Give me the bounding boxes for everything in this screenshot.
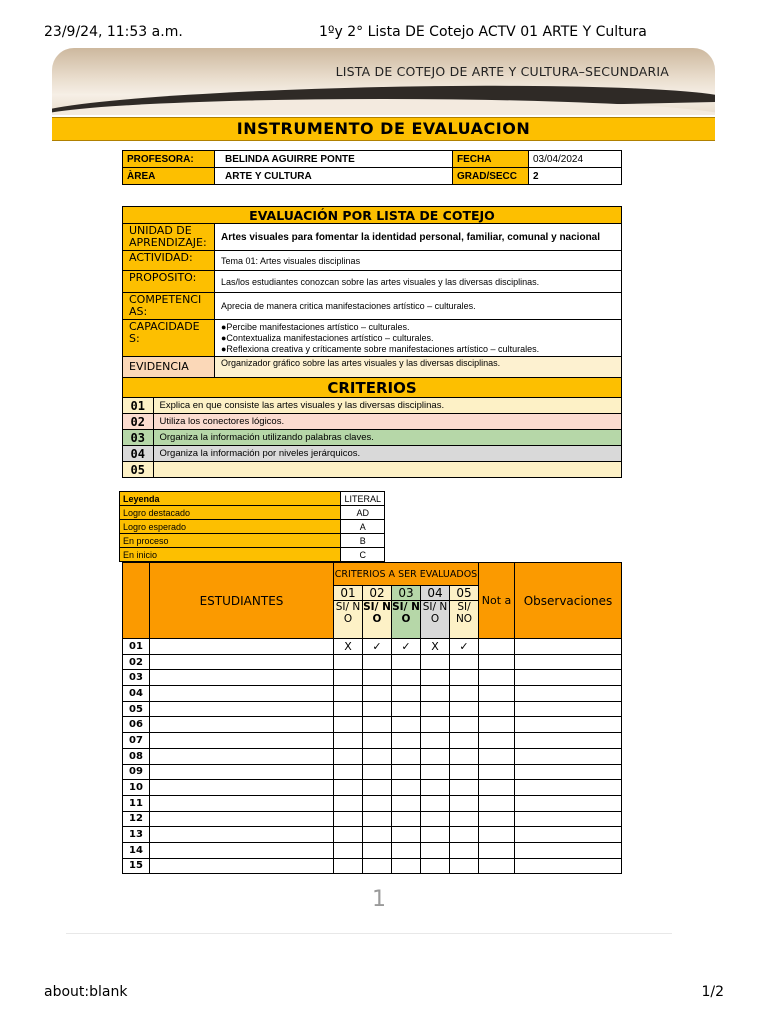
fecha-value: 03/04/2024 [529, 151, 622, 168]
proposito-value: Las/los estudiantes conozcan sobre las artes visuales y las diversas disciplinas. [215, 271, 622, 293]
nota-cell[interactable] [479, 858, 515, 874]
student-row [123, 842, 622, 858]
mark-cell[interactable] [392, 670, 421, 686]
nota-cell[interactable] [479, 654, 515, 670]
observaciones-cell[interactable] [515, 811, 622, 827]
legend-item-name: Logro destacado [120, 506, 341, 520]
student-name-cell[interactable] [150, 780, 334, 796]
capacidad-item: ●Percibe manifestaciones artístico – culturales. [221, 321, 410, 332]
student-name-cell[interactable] [150, 701, 334, 717]
mark-cell[interactable] [334, 686, 363, 702]
observaciones-cell[interactable] [515, 827, 622, 843]
mark-cell[interactable] [363, 701, 392, 717]
mark-cell[interactable] [334, 811, 363, 827]
actividad-label: ACTIVIDAD: [123, 251, 215, 271]
mark-cell[interactable] [421, 827, 450, 843]
observaciones-cell[interactable] [515, 748, 622, 764]
row-number: 08 [123, 748, 150, 764]
criterio-row [123, 462, 622, 478]
crit-yn-01: SI/ N O [334, 601, 363, 639]
mark-cell[interactable] [421, 670, 450, 686]
criterio-01 [123, 398, 621, 413]
crit-col-02: 02 [363, 586, 392, 601]
mark-cell[interactable] [421, 733, 450, 749]
nota-cell[interactable] [479, 670, 515, 686]
evaluation-heading: EVALUACIÓN POR LISTA DE COTEJO [123, 207, 622, 224]
observaciones-cell[interactable] [515, 842, 622, 858]
mark-cell[interactable] [334, 842, 363, 858]
mark-cell[interactable] [450, 858, 479, 874]
student-name-cell[interactable] [150, 811, 334, 827]
mark-cell[interactable] [450, 811, 479, 827]
mark-cell[interactable] [450, 733, 479, 749]
evidencia-value: Organizador gráfico sobre las artes visuales y las diversas disciplinas. [215, 357, 622, 378]
banner-title: LISTA DE COTEJO DE ARTE Y CULTURA–SECUNDARIA [335, 64, 669, 79]
fecha-label: FECHA [453, 151, 529, 168]
legend-heading: Leyenda [120, 492, 341, 506]
row-number: 05 [123, 701, 150, 717]
info-table [122, 150, 622, 185]
criterio-text: Organiza la información por niveles jerárquicos. [159, 448, 361, 459]
row-number: 02 [123, 654, 150, 670]
grado-label: GRAD/SECC [453, 168, 529, 185]
criterio-03 [123, 430, 621, 445]
row-number: 06 [123, 717, 150, 733]
mark-cell[interactable] [334, 780, 363, 796]
page-title: INSTRUMENTO DE EVALUACION [52, 117, 715, 141]
evidencia-label: EVIDENCIA [123, 357, 215, 378]
observaciones-header: Observaciones [515, 563, 622, 639]
mark-cell[interactable] [392, 827, 421, 843]
crit-yn-03: SI/ N O [392, 601, 421, 639]
mark-cell[interactable] [363, 764, 392, 780]
mark-cell[interactable]: ✓ [363, 639, 392, 655]
mark-cell[interactable] [450, 686, 479, 702]
nota-cell[interactable] [479, 748, 515, 764]
criterio-text: Utiliza los conectores lógicos. [159, 416, 285, 427]
mark-cell[interactable] [363, 811, 392, 827]
student-row [123, 858, 622, 874]
mark-cell[interactable] [392, 858, 421, 874]
nota-cell[interactable] [479, 780, 515, 796]
row-number: 14 [123, 842, 150, 858]
crit-col-01: 01 [334, 586, 363, 601]
mark-cell[interactable] [392, 717, 421, 733]
row-number: 10 [123, 780, 150, 796]
student-name-cell[interactable] [150, 764, 334, 780]
observaciones-cell[interactable] [515, 858, 622, 874]
criterio-number: 05 [123, 462, 153, 477]
criterio-number: 02 [123, 414, 153, 429]
student-name-cell[interactable] [150, 654, 334, 670]
print-page: 1/2 [701, 984, 724, 1000]
mark-cell[interactable] [450, 842, 479, 858]
mark-cell[interactable] [450, 748, 479, 764]
mark-cell[interactable] [363, 748, 392, 764]
mark-cell[interactable]: ✓ [392, 639, 421, 655]
mark-cell[interactable] [392, 686, 421, 702]
student-row [123, 639, 622, 655]
mark-cell[interactable] [421, 701, 450, 717]
student-name-cell[interactable] [150, 858, 334, 874]
student-row [123, 811, 622, 827]
mark-cell[interactable] [334, 733, 363, 749]
student-rows [123, 639, 622, 874]
observaciones-cell[interactable] [515, 639, 622, 655]
observaciones-cell[interactable] [515, 701, 622, 717]
mark-cell[interactable] [363, 827, 392, 843]
student-name-cell[interactable] [150, 639, 334, 655]
grado-value: 2 [529, 168, 622, 185]
criterio-text [153, 462, 621, 477]
mark-cell[interactable] [392, 842, 421, 858]
corner-cell [123, 563, 150, 639]
mark-cell[interactable] [450, 764, 479, 780]
student-row [123, 748, 622, 764]
student-row [123, 717, 622, 733]
area-label: ÀREA [123, 168, 215, 185]
mark-cell[interactable] [334, 654, 363, 670]
capacidades-label: CAPACIDADE S: [123, 320, 215, 357]
crit-col-05: 05 [450, 586, 479, 601]
mark-cell[interactable] [450, 670, 479, 686]
mark-cell[interactable] [450, 654, 479, 670]
criterio-text: Organiza la información utilizando palabras claves. [159, 432, 374, 443]
mark-cell[interactable] [450, 795, 479, 811]
page-divider [66, 933, 672, 934]
mark-cell[interactable] [334, 795, 363, 811]
mark-cell[interactable] [450, 701, 479, 717]
nota-header: Not a [479, 563, 515, 639]
row-number: 15 [123, 858, 150, 874]
mark-cell[interactable] [363, 842, 392, 858]
mark-cell[interactable] [363, 733, 392, 749]
print-datetime: 23/9/24, 11:53 a.m. [44, 24, 183, 40]
mark-cell[interactable] [421, 686, 450, 702]
mark-cell[interactable] [334, 701, 363, 717]
mark-cell[interactable] [421, 780, 450, 796]
mark-cell[interactable]: X [334, 639, 363, 655]
mark-cell[interactable] [392, 733, 421, 749]
student-row [123, 701, 622, 717]
criterios-header: CRITERIOS A SER EVALUADOS [334, 563, 479, 586]
student-row [123, 670, 622, 686]
print-url: about:blank [44, 984, 128, 1000]
mark-cell[interactable] [392, 748, 421, 764]
mark-cell[interactable] [421, 748, 450, 764]
crit-col-03: 03 [392, 586, 421, 601]
mark-cell[interactable] [334, 827, 363, 843]
crit-yn-05: SI/ NO [450, 601, 479, 639]
mark-cell[interactable]: ✓ [450, 639, 479, 655]
competencia-value: Aprecia de manera critica manifestaciones artístico – culturales. [215, 293, 622, 320]
legend-item-name: En proceso [120, 534, 341, 548]
proposito-label: PROPOSITO: [123, 271, 215, 293]
mark-cell[interactable] [421, 858, 450, 874]
criterio-number: 03 [123, 430, 153, 445]
crit-col-04: 04 [421, 586, 450, 601]
mark-cell[interactable] [334, 670, 363, 686]
mark-cell[interactable] [392, 780, 421, 796]
observaciones-cell[interactable] [515, 686, 622, 702]
competencia-label: COMPETENCI AS: [123, 293, 215, 320]
print-header [44, 24, 768, 44]
student-name-cell[interactable] [150, 733, 334, 749]
mark-cell[interactable] [421, 795, 450, 811]
mark-cell[interactable]: X [421, 639, 450, 655]
student-name-cell[interactable] [150, 748, 334, 764]
nota-cell[interactable] [479, 795, 515, 811]
mark-cell[interactable] [334, 717, 363, 733]
crit-yn-02: SI/ N O [363, 601, 392, 639]
legend-item-code: C [341, 548, 385, 562]
mark-cell[interactable] [363, 795, 392, 811]
mark-cell[interactable] [450, 780, 479, 796]
observaciones-cell[interactable] [515, 654, 622, 670]
actividad-value: Tema 01: Artes visuales disciplinas [215, 251, 622, 271]
mark-cell[interactable] [421, 764, 450, 780]
unidad-label: UNIDAD DE APRENDIZAJE: [123, 224, 215, 251]
criterio-04 [123, 446, 621, 461]
mark-cell[interactable] [334, 764, 363, 780]
legend-table [119, 491, 385, 562]
criterio-text: Explica en que consiste las artes visuales y las diversas disciplinas. [159, 400, 445, 411]
nota-cell[interactable] [479, 686, 515, 702]
legend-item-name: En inicio [120, 548, 341, 562]
criterio-02 [123, 414, 621, 429]
criterio-number: 01 [123, 398, 153, 413]
row-number: 11 [123, 795, 150, 811]
nota-cell[interactable] [479, 842, 515, 858]
row-number: 12 [123, 811, 150, 827]
mark-cell[interactable] [392, 764, 421, 780]
row-number: 09 [123, 764, 150, 780]
student-name-cell[interactable] [150, 842, 334, 858]
criterio-row [123, 414, 622, 430]
mark-cell[interactable] [334, 748, 363, 764]
legend-item-code: A [341, 520, 385, 534]
mark-cell[interactable] [421, 842, 450, 858]
mark-cell[interactable] [363, 654, 392, 670]
nota-cell[interactable] [479, 733, 515, 749]
observaciones-cell[interactable] [515, 670, 622, 686]
mark-cell[interactable] [334, 858, 363, 874]
student-name-cell[interactable] [150, 686, 334, 702]
criterio-row [123, 430, 622, 446]
capacidades-list [215, 320, 622, 357]
observaciones-cell[interactable] [515, 764, 622, 780]
criterio-05 [123, 462, 621, 477]
nota-cell[interactable] [479, 701, 515, 717]
criterio-number: 04 [123, 446, 153, 461]
page-number: 1 [372, 887, 386, 912]
student-name-cell[interactable] [150, 827, 334, 843]
student-row [123, 780, 622, 796]
mark-cell[interactable] [363, 686, 392, 702]
student-row [123, 654, 622, 670]
nota-cell[interactable] [479, 811, 515, 827]
evaluation-table [122, 206, 622, 478]
criterio-row [123, 398, 622, 414]
mark-cell[interactable] [392, 795, 421, 811]
student-name-cell[interactable] [150, 670, 334, 686]
row-number: 07 [123, 733, 150, 749]
profesora-value: BELINDA AGUIRRE PONTE [215, 151, 453, 168]
mark-cell[interactable] [392, 811, 421, 827]
mark-cell[interactable] [363, 717, 392, 733]
capacidad-item: ●Reflexiona creativa y críticamente sobre manifestaciones artístico – culturales. [221, 343, 540, 354]
area-value: ARTE Y CULTURA [215, 168, 453, 185]
observaciones-cell[interactable] [515, 795, 622, 811]
capacidad-item: ●Contextualiza manifestaciones artístico – culturales. [221, 332, 434, 343]
observaciones-cell[interactable] [515, 733, 622, 749]
row-number: 03 [123, 670, 150, 686]
observaciones-cell[interactable] [515, 780, 622, 796]
mark-cell[interactable] [450, 717, 479, 733]
row-number: 01 [123, 639, 150, 655]
student-row [123, 733, 622, 749]
student-row [123, 795, 622, 811]
unidad-value: Artes visuales para fomentar la identidad personal, familiar, comunal y nacional [215, 224, 622, 251]
estudiantes-header: ESTUDIANTES [150, 563, 334, 639]
nota-cell[interactable] [479, 827, 515, 843]
student-name-cell[interactable] [150, 717, 334, 733]
mark-cell[interactable] [363, 858, 392, 874]
student-row [123, 764, 622, 780]
mark-cell[interactable] [363, 780, 392, 796]
nota-cell[interactable] [479, 639, 515, 655]
row-number: 04 [123, 686, 150, 702]
mark-cell[interactable] [392, 701, 421, 717]
literal-label: LITERAL [341, 492, 385, 506]
profesora-label: PROFESORA: [123, 151, 215, 168]
mark-cell[interactable] [450, 827, 479, 843]
print-doc-title: 1ºy 2° Lista DE Cotejo ACTV 01 ARTE Y Cultura [319, 24, 647, 40]
criterio-row [123, 446, 622, 462]
mark-cell[interactable] [363, 670, 392, 686]
legend-item-name: Logro esperado [120, 520, 341, 534]
mark-cell[interactable] [421, 811, 450, 827]
student-row [123, 827, 622, 843]
student-name-cell[interactable] [150, 795, 334, 811]
mark-cell[interactable] [421, 654, 450, 670]
legend-item-code: AD [341, 506, 385, 520]
nota-cell[interactable] [479, 764, 515, 780]
mark-cell[interactable] [421, 717, 450, 733]
row-number: 13 [123, 827, 150, 843]
student-row [123, 686, 622, 702]
mark-cell[interactable] [392, 654, 421, 670]
grading-table [122, 562, 622, 874]
crit-yn-04: SI/ N O [421, 601, 450, 639]
nota-cell[interactable] [479, 717, 515, 733]
observaciones-cell[interactable] [515, 717, 622, 733]
legend-item-code: B [341, 534, 385, 548]
header-banner [52, 48, 715, 115]
criterios-heading: CRITERIOS [123, 378, 622, 398]
